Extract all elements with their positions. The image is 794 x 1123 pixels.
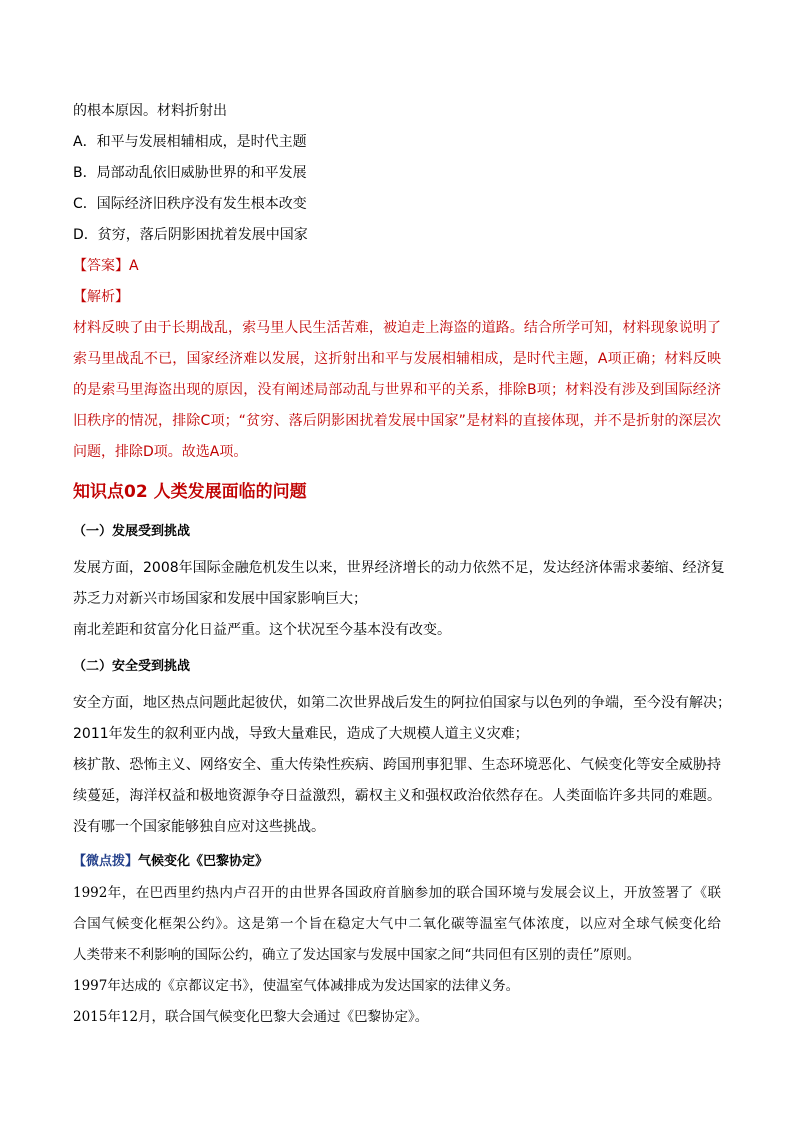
subsection-title: （二）安全受到挑战 xyxy=(73,659,191,674)
paragraph-line: 核扩散、恐怖主义、网络安全、重大传染性疾病、跨国刑事犯罪、生态环境恶化、气候变化等安全威胁持 xyxy=(73,757,721,773)
subsection-title: （一）发展受到挑战 xyxy=(73,524,191,539)
paragraph-line: 没有哪一个国家能够独自应对这些挑战。 xyxy=(73,819,325,835)
tip-line: 1992年，在巴西里约热内卢召开的由世界各国政府首脑参加的联合国环境与发展会议上，开放签署了《联 xyxy=(73,885,721,901)
tip-label: 【微点拨】 xyxy=(73,854,139,869)
analysis-line: 材料反映了由于长期战乱，索马里人民生活苦难，被迫走上海盗的道路。结合所学可知，材料现象说明了 xyxy=(73,320,721,336)
question-stem-tail: 的根本原因。材料折射出 xyxy=(73,103,227,119)
option-a: A．和平与发展相辅相成，是时代主题 xyxy=(73,134,307,150)
section-heading: 知识点02 人类发展面临的问题 xyxy=(73,482,307,502)
option-b: B．局部动乱依旧威胁世界的和平发展 xyxy=(73,165,307,181)
analysis-line: 的是索马里海盗出现的原因，没有阐述局部动乱与世界和平的关系，排除B项；材料没有涉及到国际经济 xyxy=(73,382,721,398)
paragraph-line: 南北差距和贫富分化日益严重。这个状况至今基本没有改变。 xyxy=(73,622,451,638)
paragraph-line: 续蔓延，海洋权益和极地资源争夺日益激烈，霸权主义和强权政治依然存在。人类面临许多共同的难题。 xyxy=(73,788,721,804)
tip-line: 1997年达成的《京都议定书》，使温室气体减排成为发达国家的法律义务。 xyxy=(73,978,520,994)
paragraph-line: 安全方面，地区热点问题此起彼伏，如第二次世界战后发生的阿拉伯国家与以色列的争端，至今没有解决； xyxy=(73,695,731,711)
option-c: C．国际经济旧秩序没有发生根本改变 xyxy=(73,196,307,212)
tip-header xyxy=(73,851,268,872)
tip-title: 气候变化《巴黎协定》 xyxy=(138,854,269,869)
answer-label: 【答案】A xyxy=(73,258,139,274)
analysis-line: 旧秩序的情况，排除C项；“贫穷、落后阴影困扰着发展中国家”是材料的直接体现，并不是折射的深层次 xyxy=(73,413,721,429)
option-d: D．贫穷，落后阴影困扰着发展中国家 xyxy=(73,227,308,243)
analysis-line: 问题，排除D项。故选A项。 xyxy=(73,444,248,460)
analysis-line: 索马里战乱不已，国家经济难以发展，这折射出和平与发展相辅相成，是时代主题，A项正确；材料反映 xyxy=(73,351,721,367)
paragraph-line: 2011年发生的叙利亚内战，导致大量难民，造成了大规模人道主义灾难； xyxy=(73,726,529,742)
tip-line: 合国气候变化框架公约》。这是第一个旨在稳定大气中二氧化碳等温室气体浓度，以应对全球气候变化给 xyxy=(73,916,721,932)
paragraph-line: 发展方面，2008年国际金融危机发生以来，世界经济增长的动力依然不足，发达经济体需求萎缩、经济复 xyxy=(73,560,725,576)
tip-line: 2015年12月，联合国气候变化巴黎大会通过《巴黎协定》。 xyxy=(73,1009,429,1025)
tip-line: 人类带来不利影响的国际公约，确立了发达国家与发展中国家之间“共同但有区别的责任”原则。 xyxy=(73,947,641,963)
paragraph-line: 苏乏力对新兴市场国家和发展中国家影响巨大； xyxy=(73,591,367,607)
analysis-label: 【解析】 xyxy=(73,289,129,305)
